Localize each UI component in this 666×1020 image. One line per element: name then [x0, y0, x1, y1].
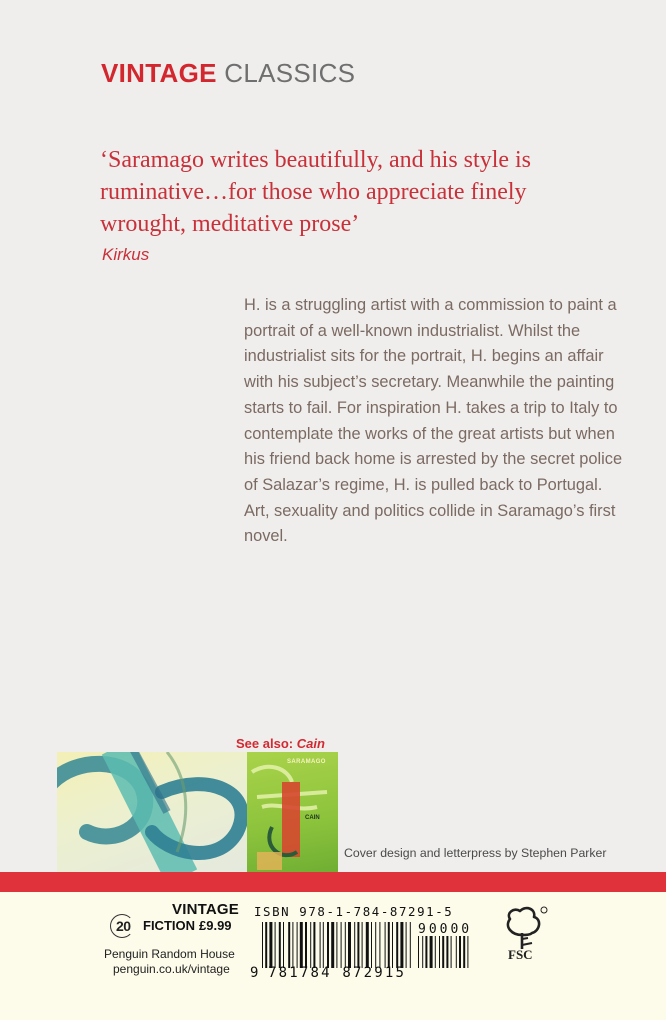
category-label: FICTION — [143, 918, 195, 933]
fsc-label: FSC — [508, 947, 533, 962]
see-also-title: Cain — [296, 736, 325, 751]
publisher-name: Penguin Random House — [104, 947, 235, 961]
cover-art-detail — [57, 752, 247, 872]
thumbnail-art — [247, 752, 338, 872]
see-also-cover-thumbnail[interactable] — [247, 752, 338, 872]
fsc-tree-icon — [500, 905, 548, 951]
review-quote: ‘Saramago writes beautifully, and his style is ruminative…for those who appreciate finely wrought, meditative prose’ — [100, 147, 532, 237]
thumbnail-title: CAIN — [305, 815, 320, 821]
see-also — [236, 736, 325, 751]
barcode-addon-digits: 90000 — [418, 922, 473, 937]
age-badge-number: 20 — [116, 918, 131, 934]
isbn-text: ISBN 978-1-784-87291-5 — [254, 904, 454, 919]
price-label: £9.99 — [199, 918, 232, 933]
book-blurb: H. is a struggling artist with a commission to paint a portrait of a well-known industrialist. Whilst the industrialist sits for the portrait, H. begins an affair with his subject’s secretary. Meanwhile the painting starts to fail. For inspiration H. takes a trip to Italy to contemplate the works of the great artists but when his friend back home is arrested by the secret police of Salazar’s regime, H. is pulled back to Portugal. Art, sexuality and politics collide in Saramago’s first novel. — [244, 296, 623, 546]
imprint-label: VINTAGE — [172, 901, 239, 918]
series-logo-secondary: CLASSICS — [224, 58, 356, 88]
thumbnail-author: SARAMAGO — [287, 759, 326, 765]
series-logo — [101, 58, 355, 88]
red-divider-band — [0, 872, 666, 892]
series-logo-primary: VINTAGE — [101, 58, 217, 88]
publisher-url[interactable]: penguin.co.uk/vintage — [113, 962, 230, 976]
barcode-digits: 781784 872915 — [268, 965, 407, 981]
design-credit: Cover design and letterpress by Stephen Parker — [344, 846, 607, 860]
letterpress-art — [57, 752, 247, 872]
see-also-label: See also: — [236, 736, 294, 751]
barcode-lead-digit: 9 — [250, 965, 259, 981]
quote-attribution: Kirkus — [102, 245, 150, 264]
